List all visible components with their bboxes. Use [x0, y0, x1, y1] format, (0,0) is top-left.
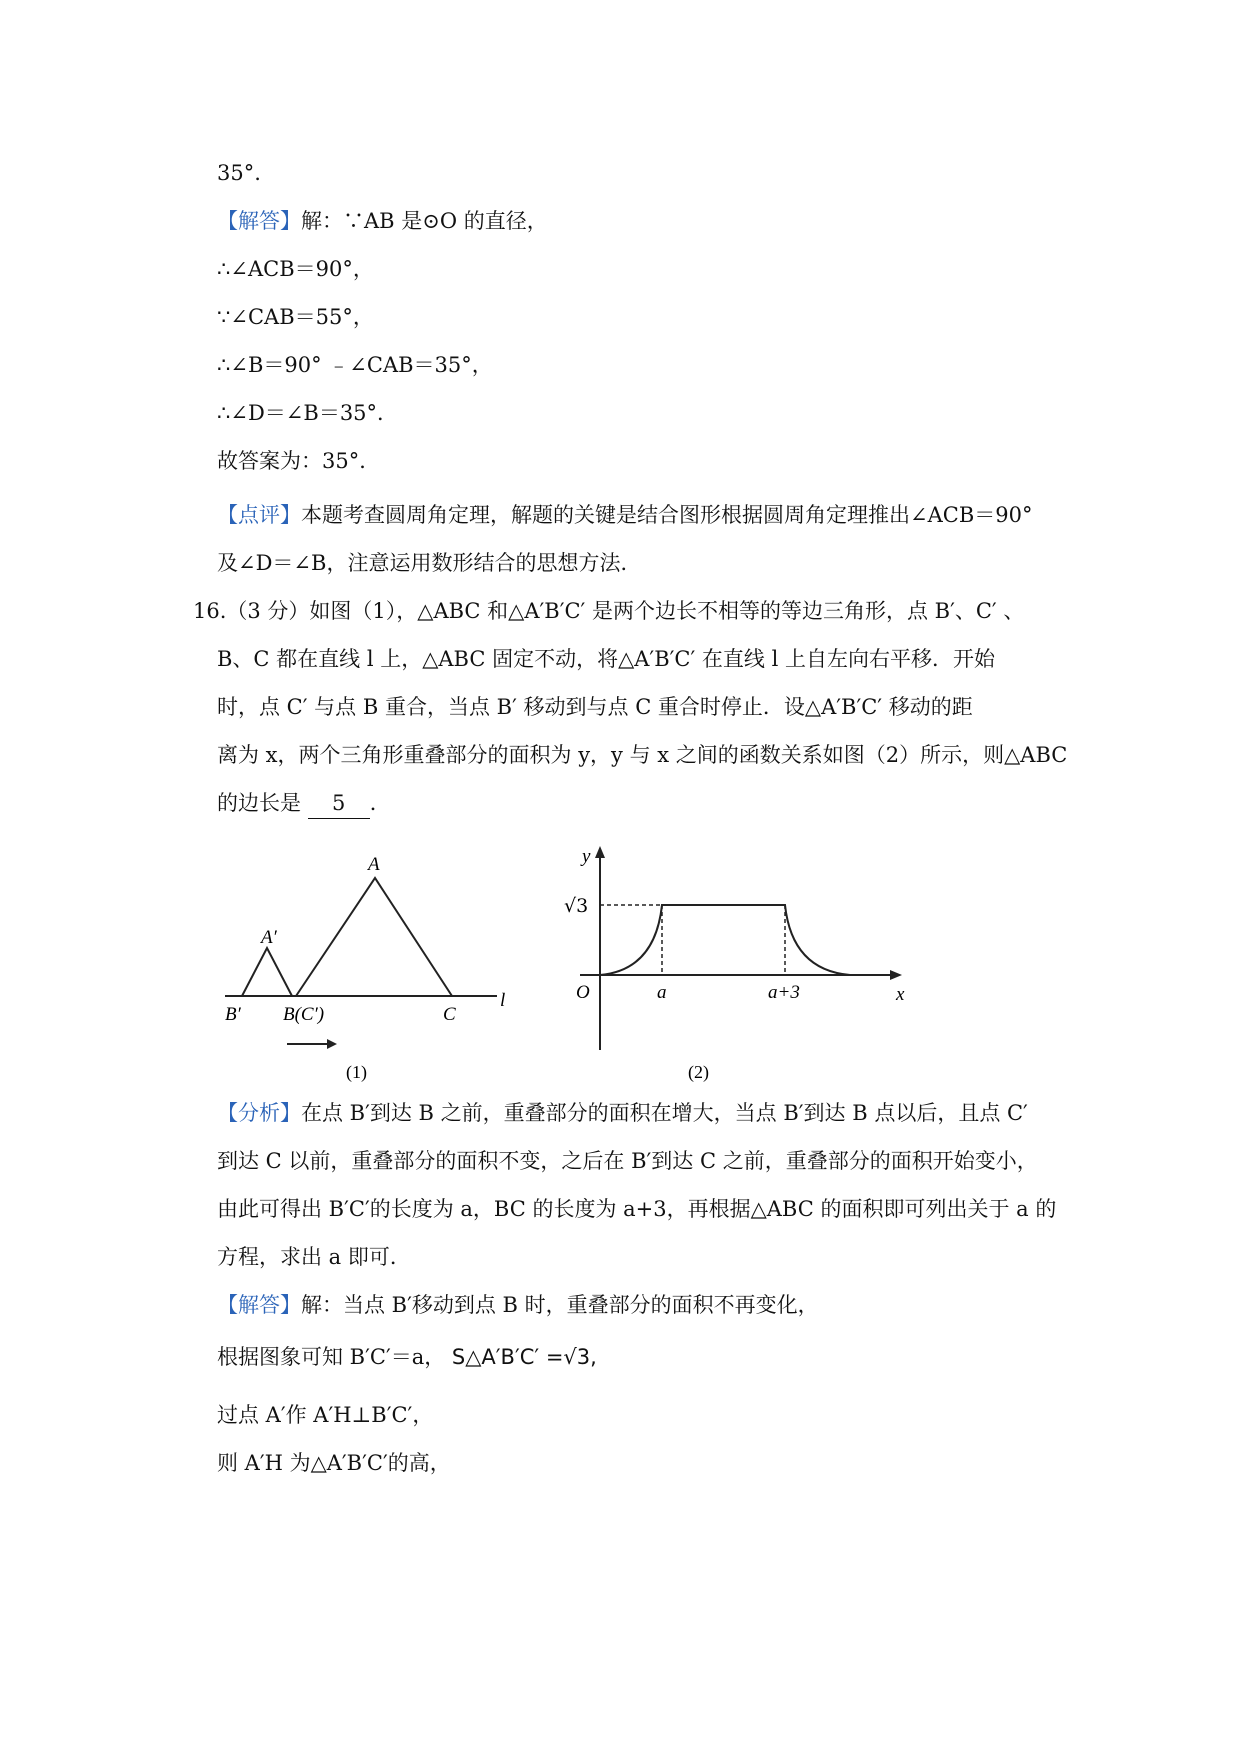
analysis-tag: 【分析】	[217, 1101, 301, 1125]
tick-label-a: a	[657, 982, 667, 1003]
comment-text: 本题考查圆周角定理，解题的关键是结合图形根据圆周角定理推出∠ACB＝90°	[301, 503, 1033, 527]
solution-line-4: ∴∠B＝90° ﹣∠CAB＝35°，	[217, 353, 493, 377]
solution-line-3: ∵∠CAB＝55°，	[217, 305, 374, 329]
axis-label-y: y	[582, 846, 591, 867]
figure-1-triangles	[215, 848, 515, 1088]
solution-16-line-4: 则 A′H 为△A′B′C′的高，	[217, 1451, 451, 1475]
figure-1-caption: (1)	[346, 1062, 367, 1082]
question-16-line-5	[217, 788, 391, 819]
text-line-1: 35°.	[217, 161, 261, 185]
solution-text: 解：∵AB 是⊙O 的直径，	[301, 209, 548, 233]
comment-line-1	[217, 500, 1032, 530]
analysis-text: 在点 B′到达 B 之前，重叠部分的面积在增大，当点 B′到达 B 点以后，且点 C′	[301, 1101, 1028, 1125]
solution-16-line-1	[217, 1290, 819, 1320]
label-C: C	[443, 1004, 456, 1025]
analysis-line-3: 由此可得出 B′C′的长度为 a，BC 的长度为 a+3，再根据△ABC 的面积即可列出关于 a 的	[217, 1197, 1057, 1221]
analysis-line-2: 到达 C 以前，重叠部分的面积不变，之后在 B′到达 C 之前，重叠部分的面积开始变小，	[217, 1149, 1038, 1173]
figure-2-graph	[560, 840, 920, 1088]
solution-tag: 【解答】	[217, 209, 301, 233]
area-formula: S△A′B′C′ =√3,	[451, 1345, 597, 1369]
question-16-prefix: 的边长是	[217, 791, 301, 815]
analysis-line-4: 方程，求出 a 即可．	[217, 1245, 411, 1269]
solution-line-5: ∴∠D＝∠B＝35°．	[217, 401, 399, 425]
solution-16-tag: 【解答】	[217, 1293, 301, 1317]
solution-line-2: ∴∠ACB＝90°，	[217, 257, 374, 281]
figure-2-caption: (2)	[688, 1062, 709, 1082]
analysis-line-1	[217, 1098, 1028, 1128]
axis-label-x: x	[896, 984, 905, 1005]
question-16-line-4: 离为 x，两个三角形重叠部分的面积为 y，y 与 x 之间的函数关系如图（2）所示，则△ABC	[217, 743, 1068, 767]
label-A: A	[368, 854, 380, 875]
large-triangle	[296, 878, 452, 996]
tick-label-a-plus-3: a+3	[768, 982, 800, 1003]
y-axis-arrowhead	[595, 846, 605, 858]
question-16-suffix: ．	[369, 791, 391, 815]
function-curve	[600, 905, 850, 975]
solution-line-1	[217, 206, 548, 236]
answer-blank: 5	[308, 788, 370, 819]
solution-16-line-2-text: 根据图象可知 B′C′＝a，	[217, 1345, 446, 1369]
label-l: l	[500, 990, 506, 1011]
motion-arrowhead	[327, 1039, 337, 1049]
label-B-C-prime: B(C′)	[283, 1004, 325, 1025]
tick-label-sqrt3: √3	[564, 895, 589, 917]
small-triangle	[242, 948, 292, 996]
solution-line-6: 故答案为：35°．	[217, 449, 381, 473]
comment-line-2: 及∠D＝∠B，注意运用数形结合的思想方法．	[217, 551, 642, 575]
solution-16-line-3: 过点 A′作 A′H⊥B′C′，	[217, 1403, 434, 1427]
comment-tag: 【点评】	[217, 503, 301, 527]
solution-16-line-2	[217, 1342, 597, 1372]
question-16-line-3: 时，点 C′ 与点 B 重合，当点 B′ 移动到与点 C 重合时停止．设△A′B′C′ 移动的距	[217, 695, 973, 719]
question-16-line-2: B、C 都在直线 l 上，△ABC 固定不动，将△A′B′C′ 在直线 l 上自左向右平移．开始	[217, 647, 995, 671]
label-A-prime: A′	[261, 927, 277, 948]
origin-label: O	[576, 982, 590, 1003]
question-16-line-1: 16.（3 分）如图（1），△ABC 和△A′B′C′ 是两个边长不相等的等边三角形，点 B′、C′ 、	[193, 599, 1025, 623]
label-B-prime: B′	[225, 1004, 241, 1025]
x-axis-arrowhead	[890, 970, 902, 980]
solution-16-text: 解：当点 B′移动到点 B 时，重叠部分的面积不再变化，	[301, 1293, 819, 1317]
